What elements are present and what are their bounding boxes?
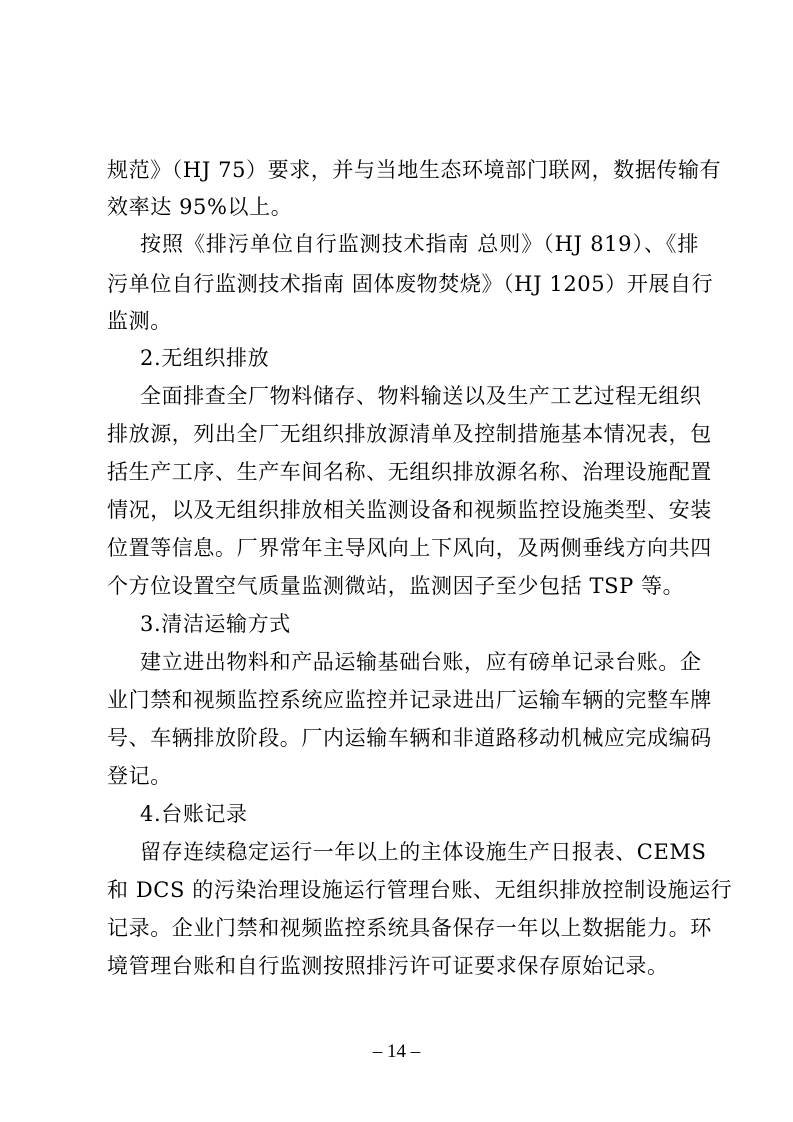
text-line: 全面排查全厂物料储存、物料输送以及生产工艺过程无组织 bbox=[140, 384, 702, 408]
text-line: 监测。 bbox=[107, 309, 172, 333]
text-line: 按照《排污单位自行监测技术指南 总则》（HJ 819）、《排 bbox=[140, 232, 699, 256]
text-line: 境管理台账和自行监测按照排污许可证要求保存原始记录。 bbox=[107, 954, 669, 978]
text-line: 建立进出物料和产品运输基础台账，应有磅单记录台账。企 bbox=[140, 650, 702, 674]
text-line: 污单位自行监测技术指南 固体废物焚烧》（HJ 1205）开展自行 bbox=[107, 272, 714, 296]
section-heading: 3.清洁运输方式 bbox=[140, 612, 291, 636]
text-line: 留存连续稳定运行一年以上的主体设施生产日报表、CEMS bbox=[140, 840, 707, 864]
text-line: 业门禁和视频监控系统应监控并记录进出厂运输车辆的完整车牌 bbox=[107, 688, 712, 712]
text-line: 个方位设置空气质量监测微站，监测因子至少包括 TSP 等。 bbox=[107, 574, 685, 598]
text-line: 登记。 bbox=[107, 764, 172, 788]
text-line: 记录。企业门禁和视频监控系统具备保存一年以上数据能力。环 bbox=[107, 916, 712, 940]
section-heading: 4.台账记录 bbox=[140, 802, 248, 826]
text-line: 情况，以及无组织排放相关监测设备和视频监控设施类型、安装 bbox=[107, 498, 712, 522]
text-line: 排放源，列出全厂无组织排放源清单及控制措施基本情况表，包 bbox=[107, 422, 712, 446]
text-line: 位置等信息。厂界常年主导风向上下风向，及两侧垂线方向共四 bbox=[107, 536, 712, 560]
text-line: 规范》（HJ 75）要求，并与当地生态环境部门联网，数据传输有 bbox=[107, 158, 722, 182]
text-line: 和 DCS 的污染治理设施运行管理台账、无组织排放控制设施运行 bbox=[107, 878, 733, 902]
page-number: – 14 – bbox=[372, 1041, 421, 1062]
section-heading: 2.无组织排放 bbox=[140, 346, 270, 370]
text-line: 号、车辆排放阶段。厂内运输车辆和非道路移动机械应完成编码 bbox=[107, 726, 712, 750]
text-line: 括生产工序、生产车间名称、无组织排放源名称、治理设施配置 bbox=[107, 460, 712, 484]
text-line: 效率达 95%以上。 bbox=[107, 195, 293, 219]
